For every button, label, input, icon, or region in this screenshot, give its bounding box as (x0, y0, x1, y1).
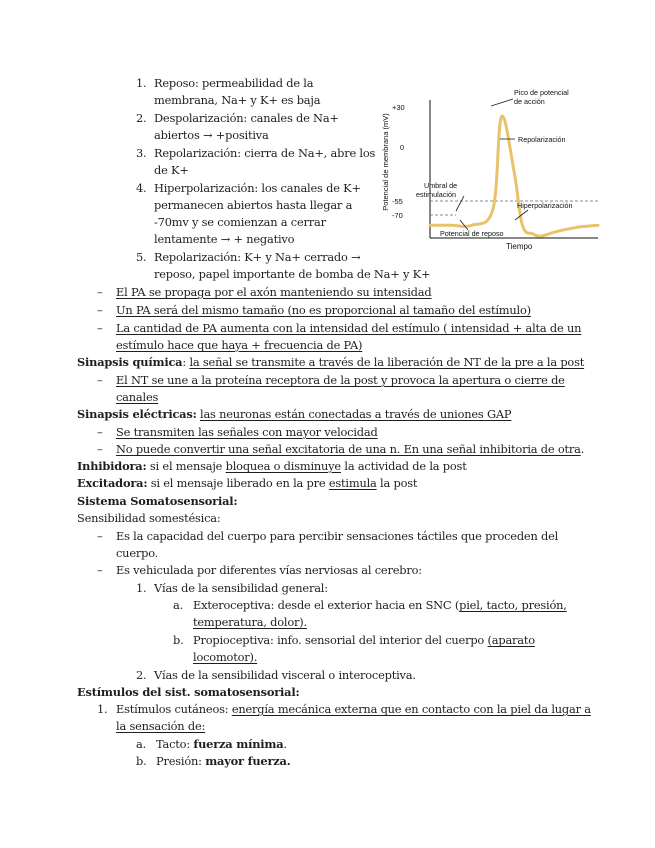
bullet-text: Un PA será del mismo tamaño (no es proporcional al tamaño del estímulo) (116, 303, 531, 317)
bullet-text: Es vehiculada por diferentes vías nerviosas al cerebro: (116, 563, 422, 577)
bullet-text: No puede convertir una señal excitatoria de una n. En una señal inhibitoria de otra (116, 442, 581, 456)
underlined-text: energía mecánica externa que en contacto con la piel da lugar a (231, 702, 591, 716)
bullet-text: El NT se une a la proteína receptora de la post y provoca la apertura o cierre de (116, 373, 565, 387)
list-item-text: Reposo: permeabilidad de la (154, 76, 314, 90)
list-item-line (156, 736, 287, 753)
list-item-line (156, 753, 290, 770)
list-marker: b. (173, 633, 184, 647)
list-marker: 2. (136, 668, 147, 682)
text: Estímulos cutáneos: (116, 702, 232, 716)
underlined-text: temperatura, dolor). (193, 615, 307, 629)
y-tick-label: -70 (392, 211, 403, 220)
list-item-text: abiertos → +positiva (154, 128, 269, 142)
list-marker: 1. (136, 581, 147, 595)
annotation-threshold: Umbral de (424, 181, 458, 190)
heading-text: Sistema Somatosensorial: (77, 494, 238, 508)
colon: : (182, 355, 190, 369)
bullet-text: cuerpo. (116, 546, 159, 560)
section-heading (77, 493, 237, 510)
list-item-text: Repolarización: K+ y Na+ cerrado → (154, 250, 361, 264)
annotation-hyperpolarization: Hiperpolarización (517, 201, 573, 210)
bullet-text: El PA se propaga por el axón manteniendo su intensidad (116, 285, 432, 299)
dash-marker: – (97, 321, 103, 335)
list-item-text: Repolarización: cierra de Na+, abre los (154, 146, 376, 160)
list-item-text: -70mv y se comienzan a cerrar (154, 215, 326, 229)
y-tick-label: +30 (392, 103, 405, 112)
list-item-line (193, 597, 567, 614)
dash-marker: – (97, 285, 103, 299)
list-item-text: de K+ (154, 163, 189, 177)
period: . (283, 737, 287, 751)
action-potential-curve (430, 116, 598, 236)
sinapsis-quimica-line (77, 354, 584, 371)
bullet-text: Se transmiten las señales con mayor velocidad (116, 425, 378, 439)
list-marker: 3. (136, 146, 147, 160)
underlined-text: locomotor). (193, 650, 258, 664)
list-item-text: lentamente → + negativo (154, 232, 295, 246)
text: Tacto: (156, 737, 194, 751)
list-marker: 1. (97, 702, 108, 716)
list-item-text: Hiperpolarización: los canales de K+ (154, 181, 361, 195)
heading-text: Estímulos del sist. somatosensorial: (77, 685, 300, 699)
dash-marker: – (97, 529, 103, 543)
period: . (580, 442, 585, 456)
list-item-text: permanecen abiertos hasta llegar a (154, 198, 353, 212)
list-item-line (193, 632, 535, 649)
underlined-text: piel, tacto, presión, (459, 598, 567, 612)
underlined-text: la sensación de: (116, 719, 206, 733)
annotation-resting-potential: Potencial de reposo (440, 229, 504, 238)
term-label: Sinapsis química (77, 355, 183, 369)
bullet-text: La cantidad de PA aumenta con la intensidad del estímulo ( intensidad + alta de un (116, 321, 582, 335)
excitadora-line (77, 475, 417, 492)
y-tick-label: -55 (392, 197, 403, 206)
bullet-line (116, 441, 584, 458)
list-marker: a. (173, 598, 184, 612)
list-item-text: Vías de la sensibilidad visceral o interoceptiva. (154, 668, 416, 682)
text: si el mensaje liberado en la pre (147, 476, 329, 490)
text: Exteroceptiva: desde el exterior hacia en SNC ( (193, 598, 460, 612)
list-marker: 4. (136, 181, 147, 195)
bullet-text: estímulo hace que haya + frecuencia de PA) (116, 338, 363, 352)
annotation-peak: Pico de potencial (514, 88, 569, 97)
list-item-text: Despolarización: canales de Na+ (154, 111, 339, 125)
y-tick-label: 0 (400, 143, 405, 152)
annotation-repolarization: Repolarización (518, 135, 566, 144)
bullet-text: canales (116, 390, 159, 404)
dash-marker: – (97, 442, 103, 456)
dash-marker: – (97, 373, 103, 387)
term-label: Excitadora: (77, 476, 148, 490)
annotation-peak: de acción (514, 97, 545, 106)
underlined-text: (aparato (487, 633, 535, 647)
dash-marker: – (97, 303, 103, 317)
subheading: Sensibilidad somestésica: (77, 511, 221, 525)
text: Propioceptiva: info. sensorial del interior del cuerpo (193, 633, 488, 647)
list-marker: 5. (136, 250, 147, 264)
bold-text: mayor fuerza. (205, 754, 291, 768)
list-marker: b. (136, 754, 147, 768)
list-item-text: Vías de la sensibilidad general: (154, 581, 328, 595)
leader-line (491, 99, 513, 106)
text: la post (376, 476, 418, 490)
text: si el mensaje (146, 459, 226, 473)
text: Presión: (156, 754, 206, 768)
bullet-text: Es la capacidad del cuerpo para percibir sensaciones táctiles que proceden del (116, 529, 559, 543)
bold-text: fuerza mínima (193, 737, 284, 751)
leader-line (456, 196, 464, 211)
list-item-line (116, 701, 591, 718)
list-marker: 1. (136, 76, 147, 90)
list-item-text: membrana, Na+ y K+ es baja (154, 93, 321, 107)
y-axis-label: Potencial de membrana (mV) (381, 113, 390, 211)
list-item-text: reposo, papel importante de bomba de Na+ y K+ (154, 267, 431, 281)
action-potential-chart (378, 84, 600, 254)
list-marker: 2. (136, 111, 147, 125)
dash-marker: – (97, 425, 103, 439)
section-heading (77, 684, 299, 701)
text: la actividad de la post (340, 459, 467, 473)
term-label: Sinapsis eléctricas: (77, 407, 197, 421)
x-axis-label: Tiempo (506, 242, 533, 251)
dash-marker: – (97, 563, 103, 577)
definition-text: las neuronas están conectadas a través de uniones GAP (200, 407, 512, 421)
annotation-threshold: estimulación (416, 190, 456, 199)
term-label: Inhibidora: (77, 459, 147, 473)
list-marker: a. (136, 737, 147, 751)
underlined-text: bloquea o disminuye (225, 459, 341, 473)
sinapsis-electrica-line (77, 406, 511, 423)
underlined-text: estimula (328, 476, 377, 490)
definition-text: la señal se transmite a través de la liberación de NT de la pre a la post (189, 355, 585, 369)
inhibidora-line (77, 458, 467, 475)
